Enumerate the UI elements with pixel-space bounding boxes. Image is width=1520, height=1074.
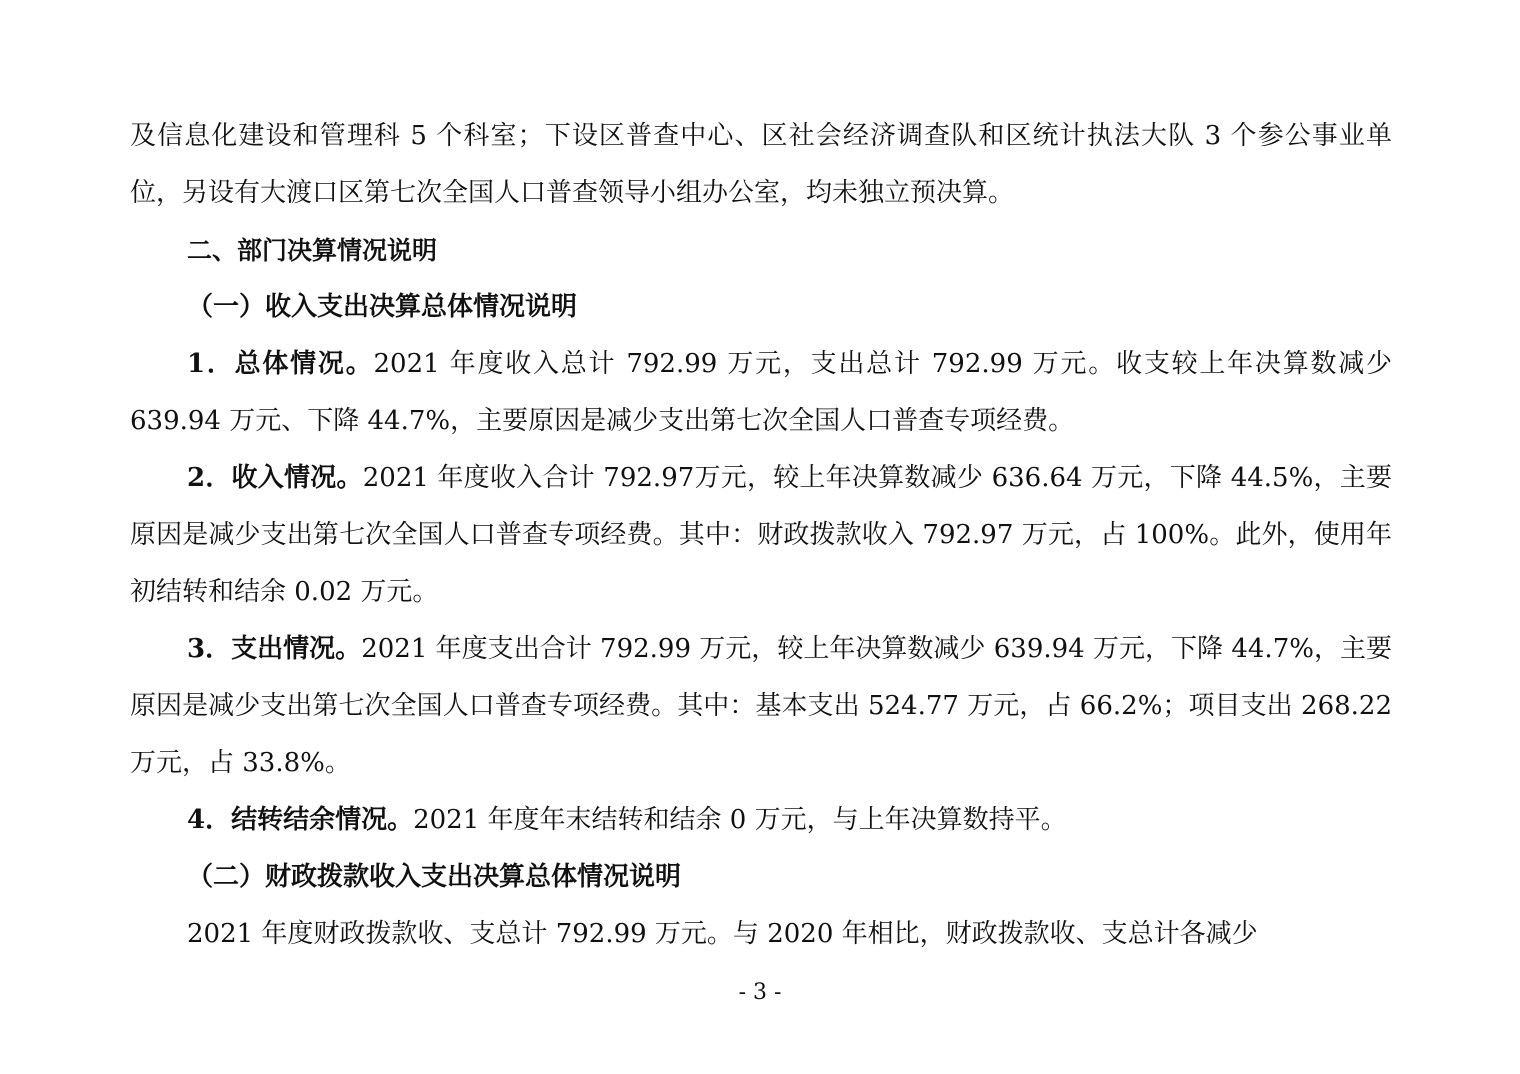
paragraph-expenditure (130, 621, 1392, 792)
paragraph-institutions: 及信息化建设和管理科 5 个科室；下设区普查中心、区社会经济调查队和区统计执法大队 3 个参公事业单位，另设有大渡口区第七次全国人口普查领导小组办公室，均未独立预决算。 (130, 121, 1392, 208)
paragraph-overall (130, 336, 1392, 450)
subsection-heading-2: （二）财政拨款收入支出决算总体情况说明 (187, 862, 682, 892)
paragraph-lead: 3．支出情况。 (187, 634, 362, 664)
paragraph-fiscal: 2021 年度财政拨款收、支总计 792.99 万元。与 2020 年相比，财政拨款收、支总计各减少 (187, 919, 1258, 949)
section-heading-2: 二、部门决算情况说明 (187, 236, 438, 265)
document-body (130, 108, 1392, 963)
paragraph-text: 2021 年度支出合计 792.99 万元，较上年决算数减少 639.94 万元，下降 44.7%，主要原因是减少支出第七次全国人口普查专项经费。其中：基本支出 524.77 万元，占 66.2%；项目支出 268.22 万元，占 33.8%。 (130, 634, 1392, 778)
paragraph-lead: 4．结转结余情况。 (187, 805, 414, 835)
paragraph-lead: 1．总体情况。 (187, 349, 374, 379)
paragraph-carryover (130, 792, 1392, 849)
paragraph-text: 2021 年度年末结转和结余 0 万元，与上年决算数持平。 (413, 805, 1067, 835)
paragraph-text: 2021 年度收入合计 792.97万元，较上年决算数减少 636.64 万元，下降 44.5%，主要原因是减少支出第七次全国人口普查专项经费。其中：财政拨款收入 792.97 万元，占 100%。此外，使用年初结转和结余 0.02 万元。 (130, 463, 1392, 607)
subsection-heading-1: （一）收入支出决算总体情况说明 (187, 292, 578, 322)
paragraph-income (130, 450, 1392, 621)
paragraph-lead: 2．收入情况。 (187, 463, 363, 493)
paragraph-text: 2021 年度收入总计 792.99 万元，支出总计 792.99 万元。收支较上年决算数减少 639.94 万元、下降 44.7%，主要原因是减少支出第七次全国人口普查专项经费。 (130, 349, 1392, 436)
page-number: - 3 - (738, 980, 782, 1005)
